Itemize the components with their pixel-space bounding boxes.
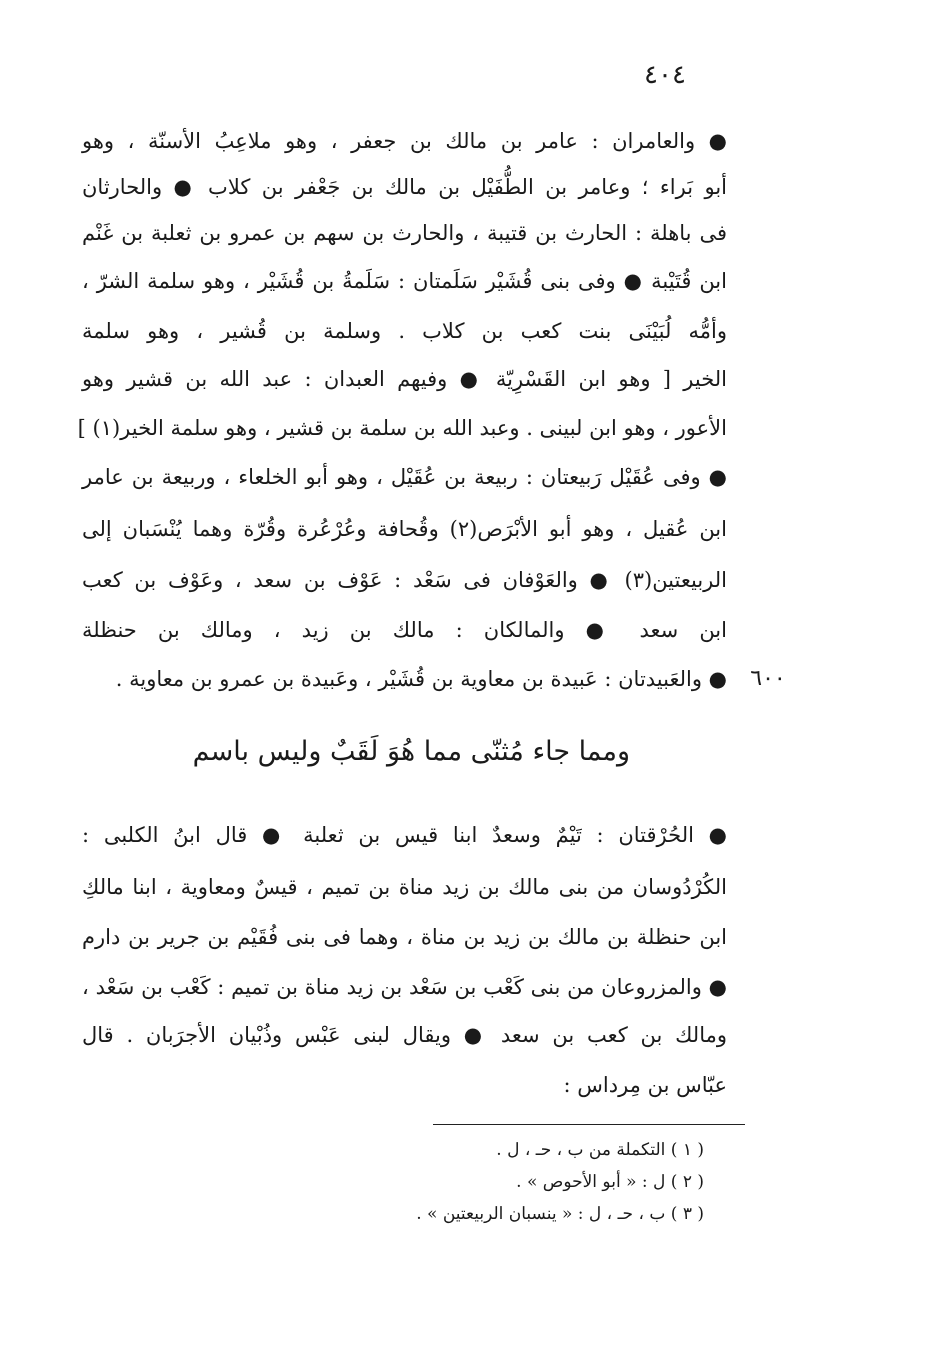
section-heading: ومما جاء مُثنّى مما هُوَ لَقَبٌ وليس باسم (192, 736, 630, 767)
page-number: ٤٠٤ (644, 60, 686, 90)
footnote: ( ١ ) التكملة من ب ، حـ ، ل . (496, 1140, 704, 1160)
text-line: ● وفى عُقَيْل رَبيعتان : ربيعة بن عُقَيْل ، وهو أبو الخلعاء ، وربيعة بن عامر (82, 465, 727, 489)
footnote: ( ٣ ) ب ، حـ ، ل : « ينسبان الربيعتين » . (416, 1204, 704, 1224)
text-line: فى باهلة : الحارث بن قتيبة ، والحارث بن سهم بن عمرو بن ثعلبة بن غَنْم (82, 221, 727, 245)
text-line: ● والعَبيدتان : عَبيدة بن معاوية بن قُشَيْر ، وعَبيدة بن عمرو بن معاوية . (115, 667, 727, 691)
text-line: عبّاس بن مِرداس : (563, 1073, 727, 1097)
margin-entry-number: ٦٠٠ (750, 666, 786, 691)
text-line: الكُرْدُوسان من بنى مالك بن زيد مناة بن تميم ، قيسٌ ومعاوية ، ابنا مالكِ (82, 875, 727, 899)
text-line: الربيعتين(٣) ● والعَوْفان فى سَعْد : عَوْف بن سعد ، وعَوْف بن كعب (82, 568, 727, 592)
footnote: ( ٢ ) ل : « أبو الأحوص » . (516, 1172, 704, 1192)
text-line: وأمُّه لُبَيْنَى بنت كعب بن كلاب . وسلمة بن قُشير ، وهو سلمة (82, 319, 727, 343)
text-line: ● والعامران : عامر بن مالك بن جعفر ، وهو ملاعِبُ الأسنّة ، وهو (82, 129, 727, 153)
text-line: الأعور ، وهو ابن لبينى . وعبد الله بن سلمة بن قشير ، وهو سلمة الخير(١) ] (77, 416, 727, 440)
text-line: ابن عُقيل ، وهو أبو الأبْرَص(٢) وقُحافة وعُرْعُرة وقُرّة وهما يُنْسَبان إلى (82, 517, 727, 541)
text-line: الخير [ وهو ابن القَسْرِيّة ● وفيهم العبدان : عبد الله بن قشير وهو (82, 367, 727, 391)
text-line: ومالك بن كعب بن سعد ● ويقال لبنى عَبْس وذُبْيان الأجرَبان . قال (82, 1023, 727, 1047)
text-line: ● الحُرْقتان : تَيْمٌ وسعدٌ ابنا قيس بن ثعلبة ● قال ابنُ الكلبى : (82, 823, 727, 847)
footnote-divider (433, 1124, 745, 1125)
text-line: أبو بَراء ؛ وعامر بن الطُّفَيْل بن مالك بن جَعْفر بن كلاب ● والحارثان (82, 175, 727, 199)
text-line: ابن سعد ● والمالكان : مالك بن زيد ، ومالك بن حنظلة (82, 618, 727, 642)
text-line: ابن حنظلة بن مالك بن زيد بن مناة ، وهما فى بنى فُقَيْم بن جرير بن دارم (82, 925, 727, 949)
text-line: ابن قُتَيْبة ● وفى بنى قُشَيْر سَلَمتان : سَلَمةُ بن قُشَيْر ، وهو سلمة الشرّ ، (82, 269, 727, 293)
text-line: ● والمزروعان من بنى كَعْب بن سَعْد بن زيد مناة بن تميم : كَعْب بن سَعْد ، (82, 975, 727, 999)
